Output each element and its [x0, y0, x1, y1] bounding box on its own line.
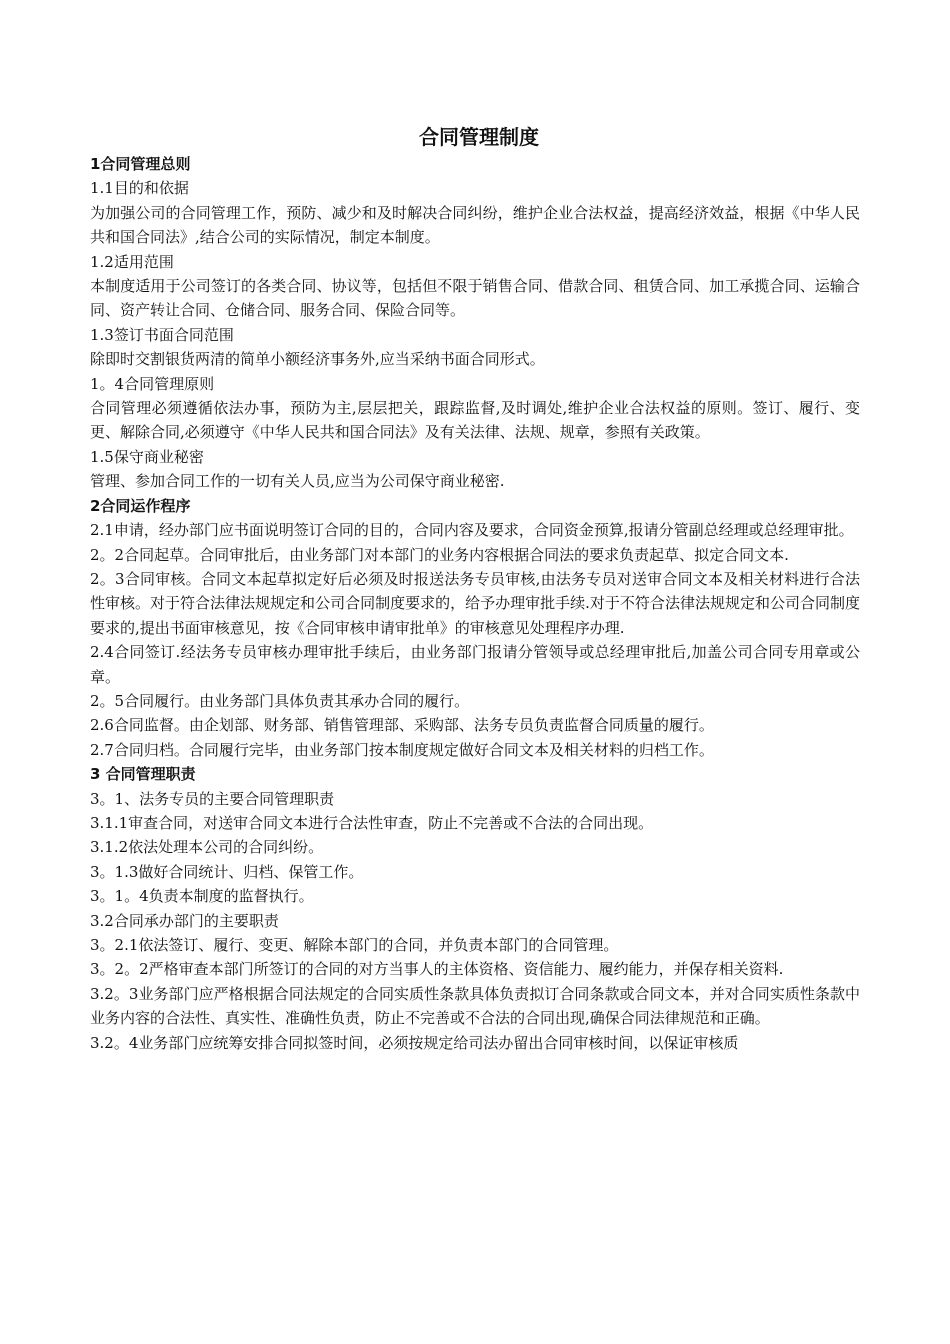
document-title: 合同管理制度: [419, 125, 539, 149]
document-body: [90, 152, 860, 1055]
paragraph: 本制度适用于公司签订的各类合同、协议等，包括但不限于销售合同、借款合同、租赁合同、加工承揽合同、运输合同、资产转让合同、仓储合同、服务合同、保险合同等。: [90, 277, 860, 320]
paragraph: 1.3签订书面合同范围: [90, 325, 234, 344]
section-heading: 3 合同管理职责: [90, 765, 196, 784]
paragraph: 1。4合同管理原则: [90, 374, 215, 393]
paragraph: 3。1、法务专员的主要合同管理职责: [90, 789, 335, 808]
paragraph: 1.5保守商业秘密: [90, 447, 204, 466]
paragraph: 2.1申请，经办部门应书面说明签订合同的目的，合同内容及要求，合同资金预算,报请分管副总经理或总经理审批。: [90, 521, 854, 540]
paragraph: 2.7合同归档。合同履行完毕，由业务部门按本制度规定做好合同文本及相关材料的归档工作。: [90, 740, 714, 759]
section-heading: 1合同管理总则: [90, 155, 191, 173]
paragraph: 3。2.1依法签订、履行、变更、解除本部门的合同，并负责本部门的合同管理。: [90, 936, 619, 954]
paragraph: 除即时交割银货两清的简单小额经济事务外,应当采纳书面合同形式。: [90, 350, 545, 369]
paragraph: 为加强公司的合同管理工作，预防、减少和及时解决合同纠纷，维护企业合法权益，提高经济效益，根据《中华人民共和国合同法》,结合公司的实际情况，制定本制度。: [90, 203, 860, 247]
paragraph: 管理、参加合同工作的一切有关人员,应当为公司保守商业秘密.: [90, 472, 505, 491]
paragraph: 2。2合同起草。合同审批后，由业务部门对本部门的业务内容根据合同法的要求负责起草、拟定合同文本.: [90, 545, 789, 564]
paragraph: 3。2。2严格审查本部门所签订的合同的对方当事人的主体资格、资信能力、履约能力，并保存相关资料.: [90, 960, 784, 979]
paragraph: 3.2。3业务部门应严格根据合同法规定的合同实质性条款具体负责拟订合同条款或合同文本，并对合同实质性条款中业务内容的合法性、真实性、准确性负责，防止不完善或不合法的合同出现,确保合同法律规范和正确。: [90, 984, 860, 1028]
paragraph: 2.4合同签订.经法务专员审核办理审批手续后，由业务部门报请分管领导或总经理审批后,加盖公司合同专用章或公章。: [90, 643, 860, 686]
paragraph: 2。3合同审核。合同文本起草拟定好后必须及时报送法务专员审核,由法务专员对送审合同文本及相关材料进行合法性审核。对于符合法律法规规定和公司合同制度要求的，给予办理审批手续.对于不符合法律法规规定和公司合同制度要求的,提出书面审核意见，按《合同审核申请审批单》的审核意见处理程序办理.: [90, 569, 860, 637]
paragraph: 3.1.2依法处理本公司的合同纠纷。: [90, 838, 324, 857]
paragraph: 3.1.1审查合同，对送审合同文本进行合法性审查，防止不完善或不合法的合同出现。: [90, 813, 654, 832]
paragraph: 1.2适用范围: [90, 252, 174, 271]
paragraph: 3.2合同承办部门的主要职责: [90, 911, 279, 930]
paragraph: 2。5合同履行。由业务部门具体负责其承办合同的履行。: [90, 691, 470, 710]
document-page: [90, 122, 860, 1055]
paragraph: 3.2。4业务部门应统筹安排合同拟签时间，必须按规定给司法办留出合同审核时间，以保证审核质: [90, 1033, 739, 1052]
paragraph: 合同管理必须遵循依法办事，预防为主,层层把关，跟踪监督,及时调处,维护企业合法权益的原则。签订、履行、变更、解除合同,必须遵守《中华人民共和国合同法》及有关法律、法规、规章，参照有关政策。: [90, 399, 860, 442]
paragraph: 2.6合同监督。由企划部、财务部、销售管理部、采购部、法务专员负责监督合同质量的履行。: [90, 716, 714, 735]
paragraph: 3。1。4负责本制度的监督执行。: [90, 887, 314, 906]
paragraph: 1.1目的和依据: [90, 179, 189, 198]
paragraph: 3。1.3做好合同统计、归档、保管工作。: [90, 862, 364, 881]
section-heading: 2合同运作程序: [90, 496, 191, 515]
